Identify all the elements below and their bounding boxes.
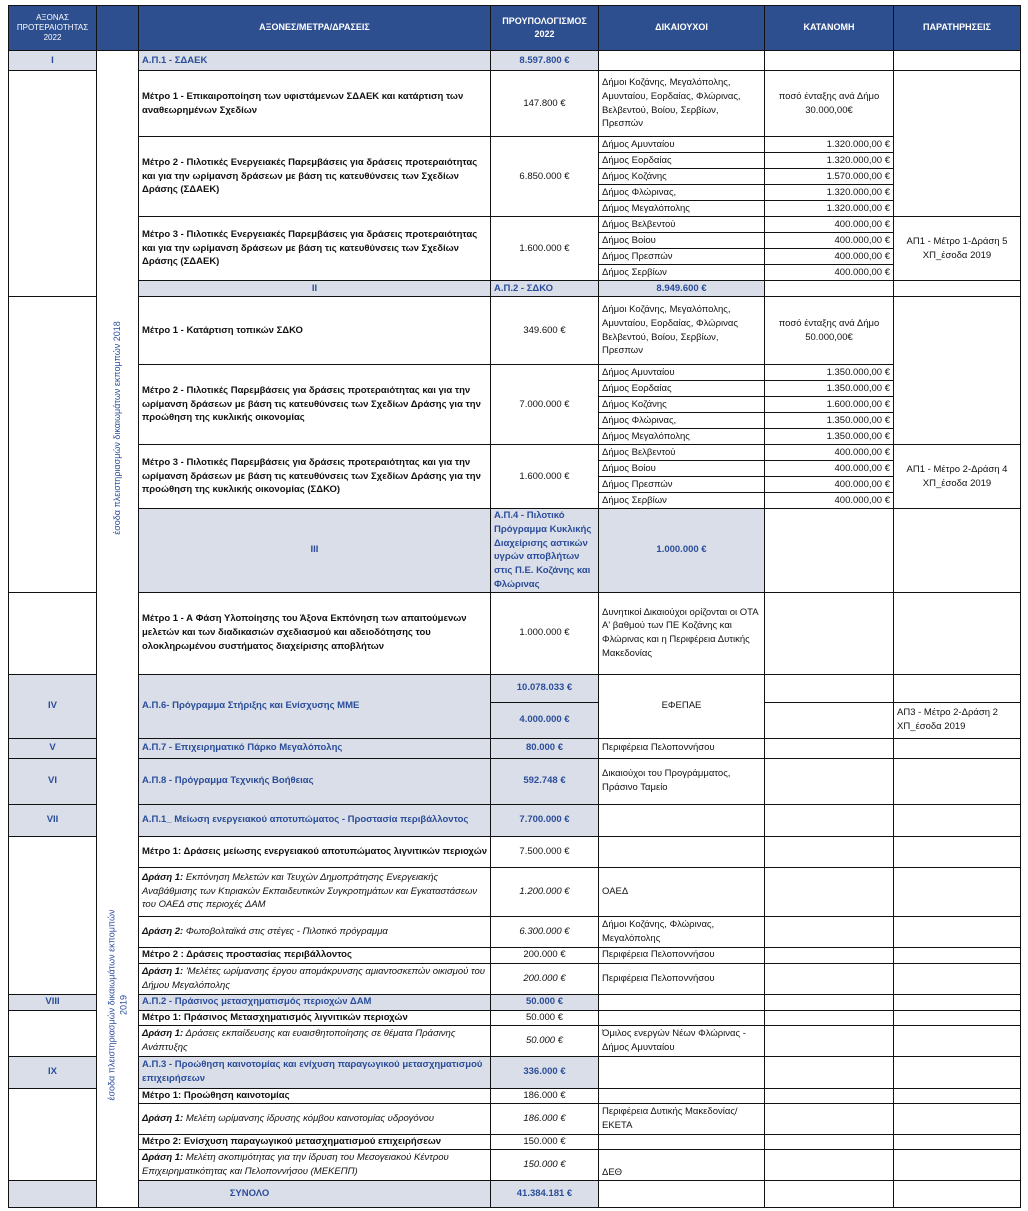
empty-cell xyxy=(765,1010,894,1025)
action-beneficiaries: Περιφέρεια Δυτικής Μακεδονίας/ΕΚΕΤΑ xyxy=(599,1103,765,1134)
measure-beneficiaries: Δυνητικοί Δικαιούχοι ορίζονται οι ΟΤΑ Α' βαθμού των ΠΕ Κοζάνης και Φλώρινας και η Περιφέρεια Δυτικής Μακεδονίας xyxy=(599,592,765,674)
empty-cell xyxy=(599,1056,765,1088)
measure-title: Μέτρο 3 - Πιλοτικές Παρεμβάσεις για δράσεις προτεραιότητας και για την ωρίμανση δράσεων με βάση τις κατευθύνσεις των Σχεδίων Δράσης για την προώθηση της κυκλικής οικονομίας (ΣΔΚΟ) xyxy=(139,445,491,509)
axis-row-I xyxy=(9,51,1021,71)
action-text: Φωτοβολταϊκά στις στέγες - Πιλοτικό πρόγραμμα xyxy=(185,925,388,937)
group-2019-line1: έσοδα πλειστηριασμών δικαιωμάτων εκπομπών xyxy=(105,909,116,1101)
axis-row-VII xyxy=(9,804,1021,836)
empty-cell xyxy=(765,1103,894,1134)
empty-cell xyxy=(894,1134,1021,1149)
measure-title: Μέτρο 2 : Δράσεις προστασίας περιβάλλοντος xyxy=(139,947,491,963)
amount: 1.320.000,00 € xyxy=(765,137,894,153)
budget-table xyxy=(8,5,1021,1208)
action-row xyxy=(9,916,1021,947)
header-beneficiaries: ΔΙΚΑΙΟΥΧΟΙ xyxy=(599,6,765,51)
municipality: Δήμος Σερβίων xyxy=(599,493,765,509)
axis-spacer xyxy=(9,297,97,593)
remarks-empty xyxy=(894,297,1021,445)
measure-budget: 7.500.000 € xyxy=(491,836,599,867)
amount: 1.320.000,00 € xyxy=(765,153,894,169)
municipality: Δήμος Εορδαίας xyxy=(599,153,765,169)
amount: 1.350.000,00 € xyxy=(765,381,894,397)
action-label: Δράση 1: xyxy=(142,1151,184,1163)
empty-cell xyxy=(765,1149,894,1180)
header-measures: ΑΞΟΝΕΣ/ΜΕΤΡΑ/ΔΡΑΣΕΙΣ xyxy=(139,6,491,51)
axis-row-III xyxy=(9,509,1021,593)
amount: 400.000,00 € xyxy=(765,445,894,461)
remarks: ΑΠ1 - Μέτρο 2-Δράση 4 ΧΠ_έσοδα 2019 xyxy=(894,445,1021,509)
axis-title: Α.Π.8 - Πρόγραμμα Τεχνικής Βοήθειας xyxy=(139,758,491,804)
measure-budget: 200.000 € xyxy=(491,947,599,963)
amount: 400.000,00 € xyxy=(765,461,894,477)
measure-budget: 7.000.000 € xyxy=(491,365,599,445)
action-label: Δράση 1: xyxy=(142,965,184,977)
municipality: Δήμος Βελβεντού xyxy=(599,445,765,461)
axis-budget: 10.078.033 € xyxy=(491,674,599,702)
empty-cell xyxy=(894,994,1021,1010)
axis-budget: 4.000.000 € xyxy=(491,702,599,738)
empty-cell xyxy=(599,1180,765,1207)
measure-budget: 147.800 € xyxy=(491,71,599,137)
empty-cell xyxy=(765,51,894,71)
municipality: Δήμος Κοζάνης xyxy=(599,169,765,185)
empty-cell xyxy=(765,1088,894,1103)
measure-title: Μέτρο 1: Πράσινος Μετασχηματισμός λιγνιτικών περιοχών xyxy=(139,1010,491,1025)
measure-row xyxy=(9,71,1021,137)
action-text: Μελέτη ωρίμανσης ίδρυσης κόμβου καινοτομίας υδρογόνου xyxy=(185,1112,434,1124)
measure-budget: 6.850.000 € xyxy=(491,137,599,217)
axis-spacer xyxy=(9,592,97,674)
measure-budget: 349.600 € xyxy=(491,297,599,365)
action-row xyxy=(9,1103,1021,1134)
total-value: 41.384.181 € xyxy=(491,1180,599,1207)
empty-cell xyxy=(599,994,765,1010)
empty-cell xyxy=(765,867,894,916)
municipality: Δήμος Πρεσπών xyxy=(599,249,765,265)
measure-row xyxy=(9,1088,1021,1103)
action-budget: 200.000 € xyxy=(491,963,599,994)
empty-cell xyxy=(894,51,1021,71)
amount: 1.600.000,00 € xyxy=(765,397,894,413)
header-axis: ΑΞΟΝΑΣ ΠΡΟΤΕΡΑΙΟΤΗΤΑΣ 2022 xyxy=(9,6,97,51)
empty-cell xyxy=(765,963,894,994)
empty-cell xyxy=(765,674,894,702)
amount: 400.000,00 € xyxy=(765,217,894,233)
measure-row xyxy=(9,1134,1021,1149)
axis-title: Α.Π.1_ Μείωση ενεργειακού αποτυπώματος - Προστασία περιβάλλοντος xyxy=(139,804,491,836)
axis-title: Α.Π.2 - Πράσινος μετασχηματισμός περιοχών ΔΑΜ xyxy=(139,994,491,1010)
municipality: Δήμος Πρεσπών xyxy=(599,477,765,493)
action-text: 'Μελέτες ωρίμανσης έργου απομάκρυνσης αμιαντοσκεπών οικισμού του Δήμου Μεγαλόπολης xyxy=(142,965,485,991)
action-desc xyxy=(139,867,491,916)
axis-numeral: V xyxy=(9,738,97,758)
empty-cell xyxy=(765,1180,894,1207)
axis-beneficiaries: Περιφέρεια Πελοποννήσου xyxy=(599,738,765,758)
header-blank xyxy=(97,6,139,51)
empty-cell xyxy=(765,1056,894,1088)
axis-spacer xyxy=(9,1010,97,1056)
axis-numeral: IX xyxy=(9,1056,97,1088)
action-label: Δράση 1: xyxy=(142,1112,184,1124)
action-desc xyxy=(139,963,491,994)
municipality: Δήμος Μεγαλόπολης xyxy=(599,429,765,445)
amount: 400.000,00 € xyxy=(765,477,894,493)
action-label: Δράση 2: xyxy=(142,925,184,937)
empty-cell xyxy=(599,836,765,867)
empty-cell xyxy=(894,509,1021,593)
municipality: Δήμος Βοίου xyxy=(599,461,765,477)
action-desc xyxy=(139,1103,491,1134)
empty-cell xyxy=(765,281,894,297)
action-text: Εκπόνηση Μελετών και Τευχών Δημοπράτησης Ενεργειακής Αναβάθμισης των Κτιριακών Εκπαιδευτικών Συγκροτημάτων και Εγκαταστάσεων του ΟΑΕΔ στις περιοχές ΔΑΜ xyxy=(142,871,478,911)
empty-cell xyxy=(765,702,894,738)
axis-spacer xyxy=(9,71,97,297)
axis-numeral: III xyxy=(139,509,491,593)
amount: 400.000,00 € xyxy=(765,493,894,509)
sub-row xyxy=(9,137,1021,153)
action-row xyxy=(9,1149,1021,1180)
measure-budget: 50.000 € xyxy=(491,1010,599,1025)
group-2018-label: έσοδα πλειστηριασμών δικαιωμάτων εκπομπών 2018 xyxy=(111,320,122,535)
axis-row-IV xyxy=(9,674,1021,702)
municipality: Δήμος Αμυνταίου xyxy=(599,365,765,381)
axis-row-VI xyxy=(9,758,1021,804)
axis-beneficiaries: ΕΦΕΠΑΕ xyxy=(599,674,765,738)
empty-cell xyxy=(765,592,894,674)
action-desc xyxy=(139,1025,491,1056)
axis-title: Α.Π.6- Πρόγραμμα Στήριξης και Ενίσχυσης ΜΜΕ xyxy=(139,674,491,738)
empty-cell xyxy=(894,804,1021,836)
axis-numeral: VIII xyxy=(9,994,97,1010)
action-beneficiaries: Περιφέρεια Πελοποννήσου xyxy=(599,963,765,994)
empty-cell xyxy=(894,1088,1021,1103)
amount: 1.570.000,00 € xyxy=(765,169,894,185)
axis-budget: 336.000 € xyxy=(491,1056,599,1088)
axis-numeral: VII xyxy=(9,804,97,836)
axis-numeral: IV xyxy=(9,674,97,738)
municipality: Δήμος Φλώρινας, xyxy=(599,185,765,201)
axis-title: Α.Π.3 - Προώθηση καινοτομίας και ενίχυση παραγωγικού μετασχηματισμού επιχειρήσεων xyxy=(139,1056,491,1088)
empty-cell xyxy=(894,867,1021,916)
municipality: Δήμος Κοζάνης xyxy=(599,397,765,413)
axis-title: Α.Π.2 - ΣΔΚΟ xyxy=(491,281,599,297)
measure-title: Μέτρο 1: Δράσεις μείωσης ενεργειακού αποτυπώματος λιγνιτικών περιοχών xyxy=(139,836,491,867)
municipality: Δήμος Σερβίων xyxy=(599,265,765,281)
empty-cell xyxy=(765,836,894,867)
empty-cell xyxy=(894,916,1021,947)
measure-budget: 1.600.000 € xyxy=(491,217,599,281)
empty-cell xyxy=(765,738,894,758)
empty-cell xyxy=(765,947,894,963)
sub-row xyxy=(9,445,1021,461)
axis-beneficiaries: Δικαιούχοι του Προγράμματος, Πράσινο Ταμείο xyxy=(599,758,765,804)
axis-title: Α.Π.7 - Επιχειρηματικό Πάρκο Μεγαλόπολης xyxy=(139,738,491,758)
remarks: ΑΠ3 - Μέτρο 2-Δράση 2 ΧΠ_έσοδα 2019 xyxy=(894,702,1021,738)
measure-beneficiaries: Δήμοι Κοζάνης, Μεγαλόπολης, Αμυνταίου, Εορδαίας, Φλώρινας Βελβεντού, Βοίου, Σερβίων, Πρεσπων xyxy=(599,297,765,365)
measure-allocation: ποσό ένταξης ανά Δήμο 30.000,00€ xyxy=(765,71,894,137)
empty-cell xyxy=(894,758,1021,804)
measure-beneficiaries: Δήμοι Κοζάνης, Μεγαλόπολης, Αμυνταίου, Εορδαίας, Φλώρινας, Βελβεντού, Βοίου, Σερβίων, Πρεσπών xyxy=(599,71,765,137)
axis-row-IX xyxy=(9,1056,1021,1088)
action-row xyxy=(9,1025,1021,1056)
amount: 1.350.000,00 € xyxy=(765,429,894,445)
measure-title: Μέτρο 1 - Κατάρτιση τοπικών ΣΔΚΟ xyxy=(139,297,491,365)
amount: 1.320.000,00 € xyxy=(765,201,894,217)
measure-budget: 186.000 € xyxy=(491,1088,599,1103)
measure-row xyxy=(9,592,1021,674)
empty-cell xyxy=(894,592,1021,674)
action-beneficiaries: Όμιλος ενεργών Νέων Φλώρινας - Δήμος Αμυνταίου xyxy=(599,1025,765,1056)
municipality: Δήμος Βοίου xyxy=(599,233,765,249)
empty-cell xyxy=(894,836,1021,867)
empty-cell xyxy=(765,916,894,947)
measure-beneficiaries: Περιφέρεια Πελοποννήσου xyxy=(599,947,765,963)
empty-cell xyxy=(894,1180,1021,1207)
measure-row xyxy=(9,947,1021,963)
amount: 1.350.000,00 € xyxy=(765,413,894,429)
empty-cell xyxy=(894,963,1021,994)
measure-row xyxy=(9,297,1021,365)
action-label: Δράση 1: xyxy=(142,871,184,883)
sub-row xyxy=(9,217,1021,233)
action-budget: 186.000 € xyxy=(491,1103,599,1134)
total-label: ΣΥΝΟΛΟ xyxy=(9,1180,491,1207)
empty-cell xyxy=(599,1010,765,1025)
axis-row-II xyxy=(9,281,1021,297)
action-row xyxy=(9,867,1021,916)
action-text: Δράσεις εκπαίδευσης και ευαισθητοποίησης σε θέματα Πράσινης Ανάπτυξης xyxy=(142,1027,456,1053)
header-row xyxy=(9,6,1021,51)
measure-title: Μέτρο 1: Προώθηση καινοτομίας xyxy=(139,1088,491,1103)
axis-title: Α.Π.4 - Πιλοτικό Πρόγραμμα Κυκλικής Διαχείρισης αστικών υγρών αποβλήτων στις Π.Ε. Κοζάνης και Φλώρινας xyxy=(491,509,599,593)
axis-budget: 1.000.000 € xyxy=(599,509,765,593)
axis-budget: 8.597.800 € xyxy=(491,51,599,71)
amount: 400.000,00 € xyxy=(765,249,894,265)
action-row xyxy=(9,963,1021,994)
empty-cell xyxy=(894,1103,1021,1134)
empty-cell xyxy=(765,509,894,593)
measure-row xyxy=(9,1010,1021,1025)
amount: 400.000,00 € xyxy=(765,233,894,249)
header-budget: ΠΡΟΥΠΟΛΟΓΙΣΜΟΣ 2022 xyxy=(491,6,599,51)
measure-title: Μέτρο 2: Ενίσχυση παραγωγικού μετασχηματισμού επιχειρήσεων xyxy=(139,1134,491,1149)
axis-budget: 80.000 € xyxy=(491,738,599,758)
header-allocation: ΚΑΤΑΝΟΜΗ xyxy=(765,6,894,51)
axis-numeral: VI xyxy=(9,758,97,804)
empty-cell xyxy=(894,674,1021,702)
empty-cell xyxy=(599,1134,765,1149)
measure-title: Μέτρο 1 - Α Φάση Υλοποίησης του Άξονα Εκπόνηση των απαιτούμενων μελετών και των διαδικασιών σχεδιασμού και αδειοδότησης του ολοκληρωμένου συστήματος διαχείρισης αποβλήτων xyxy=(139,592,491,674)
municipality: Δήμος Βελβεντού xyxy=(599,217,765,233)
empty-cell xyxy=(894,1010,1021,1025)
empty-cell xyxy=(765,804,894,836)
empty-cell xyxy=(765,1134,894,1149)
group-2019 xyxy=(97,804,139,1207)
empty-cell xyxy=(765,1025,894,1056)
action-budget: 50.000 € xyxy=(491,1025,599,1056)
measure-title: Μέτρο 2 - Πιλοτικές Ενεργειακές Παρεμβάσεις για δράσεις προτεραιότητας και για την ωρίμανση δράσεων με βάση τις κατευθύνσεις των Σχεδίων Δράσης (ΣΔΑΕΚ) xyxy=(139,137,491,217)
action-beneficiaries: Δήμοι Κοζάνης, Φλώρινας, Μεγαλόπολης xyxy=(599,916,765,947)
axis-budget: 7.700.000 € xyxy=(491,804,599,836)
empty-cell xyxy=(765,994,894,1010)
measure-row xyxy=(9,836,1021,867)
action-text: Μελέτη σκοπιμότητας για την ίδρυση του Μεσογειακού Κέντρου Επιχειρηματικότητας και Πελοποννήσου (ΜΕΚΕΠΠ) xyxy=(142,1151,449,1177)
municipality: Δήμος Μεγαλόπολης xyxy=(599,201,765,217)
action-beneficiaries: ΟΑΕΔ xyxy=(599,867,765,916)
empty-cell xyxy=(894,1149,1021,1180)
axis-spacer xyxy=(9,836,97,994)
action-label: Δράση 1: xyxy=(142,1027,184,1039)
empty-cell xyxy=(765,758,894,804)
municipality: Δήμος Φλώρινας, xyxy=(599,413,765,429)
measure-budget: 150.000 € xyxy=(491,1134,599,1149)
action-budget: 150.000 € xyxy=(491,1149,599,1180)
group-2019-line2: 2019 xyxy=(117,995,128,1016)
header-remarks: ΠΑΡΑΤΗΡΗΣΕΙΣ xyxy=(894,6,1021,51)
empty-cell xyxy=(894,947,1021,963)
budget-table-container xyxy=(8,5,1020,1208)
action-budget: 1.200.000 € xyxy=(491,867,599,916)
action-beneficiaries: ΔΕΘ xyxy=(599,1149,765,1180)
amount: 1.350.000,00 € xyxy=(765,365,894,381)
axis-numeral: I xyxy=(9,51,97,71)
axis-spacer xyxy=(9,1088,97,1180)
axis-budget: 592.748 € xyxy=(491,758,599,804)
axis-row-V xyxy=(9,738,1021,758)
empty-cell xyxy=(599,51,765,71)
empty-cell xyxy=(894,738,1021,758)
remarks-empty xyxy=(894,71,1021,217)
measure-allocation: ποσό ένταξης ανά Δήμο 50.000,00€ xyxy=(765,297,894,365)
axis-budget: 50.000 € xyxy=(491,994,599,1010)
measure-title: Μέτρο 3 - Πιλοτικές Ενεργειακές Παρεμβάσεις για δράσεις προτεραιότητας και για την ωρίμανση δράσεων με βάση τις κατευθύνσεις των Σχεδίων Δράσης (ΣΔΑΕΚ) xyxy=(139,217,491,281)
empty-cell xyxy=(599,1088,765,1103)
group-2018 xyxy=(97,51,139,805)
group-2019-label xyxy=(106,910,129,1101)
empty-cell xyxy=(599,804,765,836)
action-desc xyxy=(139,1149,491,1180)
total-row xyxy=(9,1180,1021,1207)
axis-numeral: II xyxy=(139,281,491,297)
remarks: ΑΠ1 - Μέτρο 1-Δράση 5 ΧΠ_έσοδα 2019 xyxy=(894,217,1021,281)
measure-budget: 1.600.000 € xyxy=(491,445,599,509)
empty-cell xyxy=(894,1056,1021,1088)
axis-row-VIII xyxy=(9,994,1021,1010)
empty-cell xyxy=(894,281,1021,297)
measure-budget: 1.000.000 € xyxy=(491,592,599,674)
action-desc xyxy=(139,916,491,947)
amount: 1.320.000,00 € xyxy=(765,185,894,201)
sub-row xyxy=(9,365,1021,381)
axis-title: Α.Π.1 - ΣΔΑΕΚ xyxy=(139,51,491,71)
municipality: Δήμος Αμυνταίου xyxy=(599,137,765,153)
action-budget: 6.300.000 € xyxy=(491,916,599,947)
empty-cell xyxy=(894,1025,1021,1056)
axis-budget: 8.949.600 € xyxy=(599,281,765,297)
measure-title: Μέτρο 1 - Επικαιροποίηση των υφιστάμενων ΣΔΑΕΚ και κατάρτιση των αναθεωρημένων Σχεδίων xyxy=(139,71,491,137)
amount: 400.000,00 € xyxy=(765,265,894,281)
measure-title: Μέτρο 2 - Πιλοτικές Παρεμβάσεις για δράσεις προτεραιότητας και για την ωρίμανση δράσεων με βάση τις κατευθύνσεις των Σχεδίων Δράσης για την προώθηση της κυκλικής οικονομίας xyxy=(139,365,491,445)
municipality: Δήμος Εορδαίας xyxy=(599,381,765,397)
